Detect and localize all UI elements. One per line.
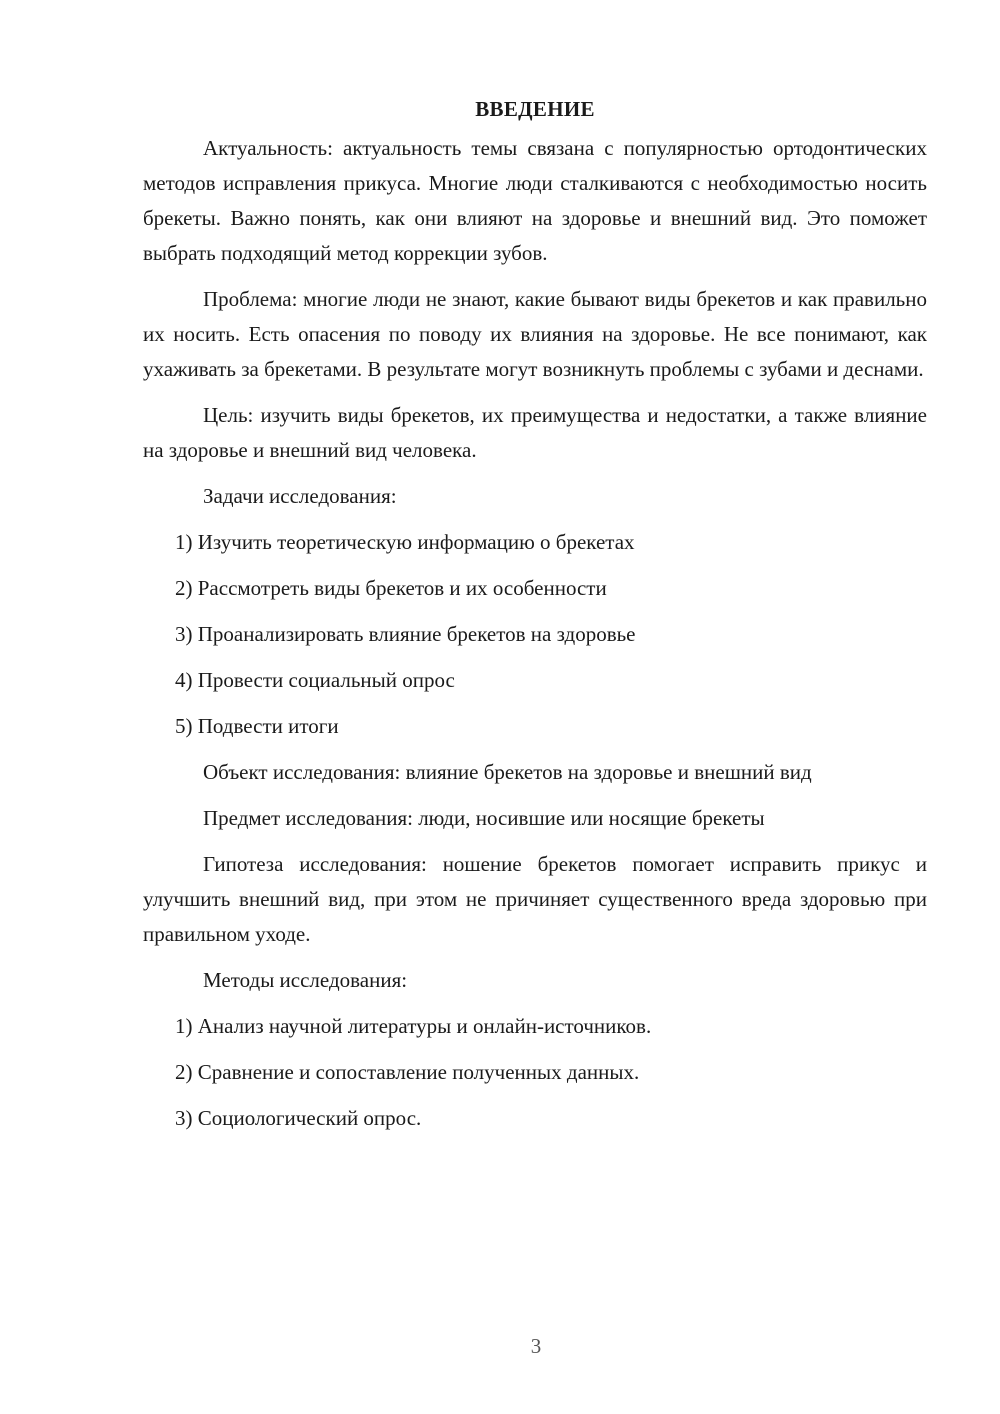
document-page <box>143 92 927 1147</box>
research-object: Объект исследования: влияние брекетов на здоровье и внешний вид <box>203 760 812 784</box>
method-item: 1) Анализ научной литературы и онлайн-источников. <box>175 1014 652 1038</box>
method-item: 2) Сравнение и сопоставление полученных данных. <box>175 1060 640 1084</box>
relevance-paragraph: Актуальность: актуальность темы связана с популярностью ортодонтических методов исправления прикуса. Многие люди сталкиваются с необходимостью носить брекеты. Важно понять, как они влияют на здоровье и внешний вид. Это поможет выбрать подходящий метод коррекции зубов. <box>143 136 927 265</box>
goal-paragraph: Цель: изучить виды брекетов, их преимущества и недостатки, а также влияние на здоровье и внешний вид человека. <box>143 403 927 462</box>
tasks-list <box>143 525 927 744</box>
research-subject: Предмет исследования: люди, носившие или носящие брекеты <box>203 806 765 830</box>
page-number: 3 <box>530 1334 542 1358</box>
task-item: 4) Провести социальный опрос <box>175 668 455 692</box>
task-item: 5) Подвести итоги <box>175 714 339 738</box>
section-heading: ВВЕДЕНИЕ <box>475 97 595 121</box>
method-item: 3) Социологический опрос. <box>175 1106 422 1130</box>
methods-title: Методы исследования: <box>203 968 408 992</box>
tasks-title: Задачи исследования: <box>203 484 397 508</box>
task-item: 1) Изучить теоретическую информацию о брекетах <box>175 530 635 554</box>
task-item: 2) Рассмотреть виды брекетов и их особенности <box>175 576 607 600</box>
methods-list <box>143 1009 927 1136</box>
problem-paragraph: Проблема: многие люди не знают, какие бывают виды брекетов и как правильно их носить. Есть опасения по поводу их влияния на здоровье. Не все понимают, как ухаживать за брекетами. В результате могут возникнуть проблемы с зубами и деснами. <box>143 287 927 381</box>
hypothesis-paragraph: Гипотеза исследования: ношение брекетов помогает исправить прикус и улучшить внешний вид, при этом не причиняет существенного вреда здоровью при правильном уходе. <box>143 852 927 946</box>
task-item: 3) Проанализировать влияние брекетов на здоровье <box>175 622 636 646</box>
